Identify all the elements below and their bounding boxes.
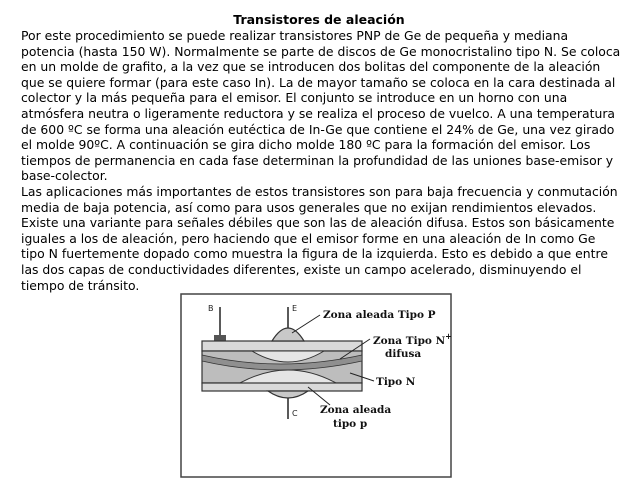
label-tipo-p-bottom: tipo p: [333, 418, 368, 430]
bottom-contact-plate: [202, 383, 362, 391]
base-contact: [214, 335, 226, 341]
paragraph-diffused-variant: Existe una variante para señales débiles que son las de aleación difusa. Estos son básicamente iguales a los de aleación, pero haciendo que el emisor forme en una aleación de In como Ge tipo N fuertemente dopado como muestra la figura de la izquierda. Esto es debido a que entre las dos capas de conductividades diferentes, existe un campo acelerado, disminuyendo el tiempo de tránsito.: [21, 215, 615, 293]
label-zona-tipo-n-plus-text: Zona Tipo N: [373, 335, 446, 347]
transistor-cross-section-figure: [180, 293, 452, 478]
label-tipo-n: Tipo N: [376, 376, 416, 388]
paragraph-process: Por este procedimiento se puede realizar transistores PNP de Ge de pequeña y mediana potencia (hasta 150 W). Normalmente se parte de discos de Ge monocristalino tipo N. Se coloca en un molde de grafito, a la vez que se introducen dos bolitas del componente de la aleación que se quiere formar (para este caso In). La de mayor tamaño se coloca en la cara destinada al colector y la más pequeña para el emisor. El conjunto se introduce en un horno con una atmósfera neutra o ligeramente reductora y se realiza el proceso de vuelco. A una temperatura de 600 ºC se forma una aleación eutéctica de In-Ge que contiene el 24% de Ge, una vez girado el molde 90ºC. A continuación se gira dicho molde 180 ºC para la formación del emisor. Los tiempos de permanencia en cada fase determinan la profundidad de las uniones base-emisor y base-colector.: [21, 28, 621, 184]
page-title: Transistores de aleación: [233, 12, 405, 27]
label-zona-aleada-bottom: Zona aleada: [320, 404, 392, 416]
document-body: [21, 28, 621, 293]
base-terminal-label: B: [208, 304, 214, 313]
top-contact-plate: [202, 341, 362, 351]
paragraph-applications: Las aplicaciones más importantes de estos transistores son para baja frecuencia y conmutación media de baja potencia, así como para usos generales que no exijan rendimientos elevados.: [21, 183, 618, 215]
label-difusa: difusa: [385, 348, 422, 360]
figure-drawing: [180, 293, 452, 478]
label-zona-aleada-tipo-p: Zona aleada Tipo P: [323, 309, 436, 321]
collector-terminal-label: C: [292, 409, 298, 418]
emitter-terminal-label: E: [292, 304, 298, 313]
label-zona-tipo-n-plus-sup: +: [445, 331, 452, 341]
